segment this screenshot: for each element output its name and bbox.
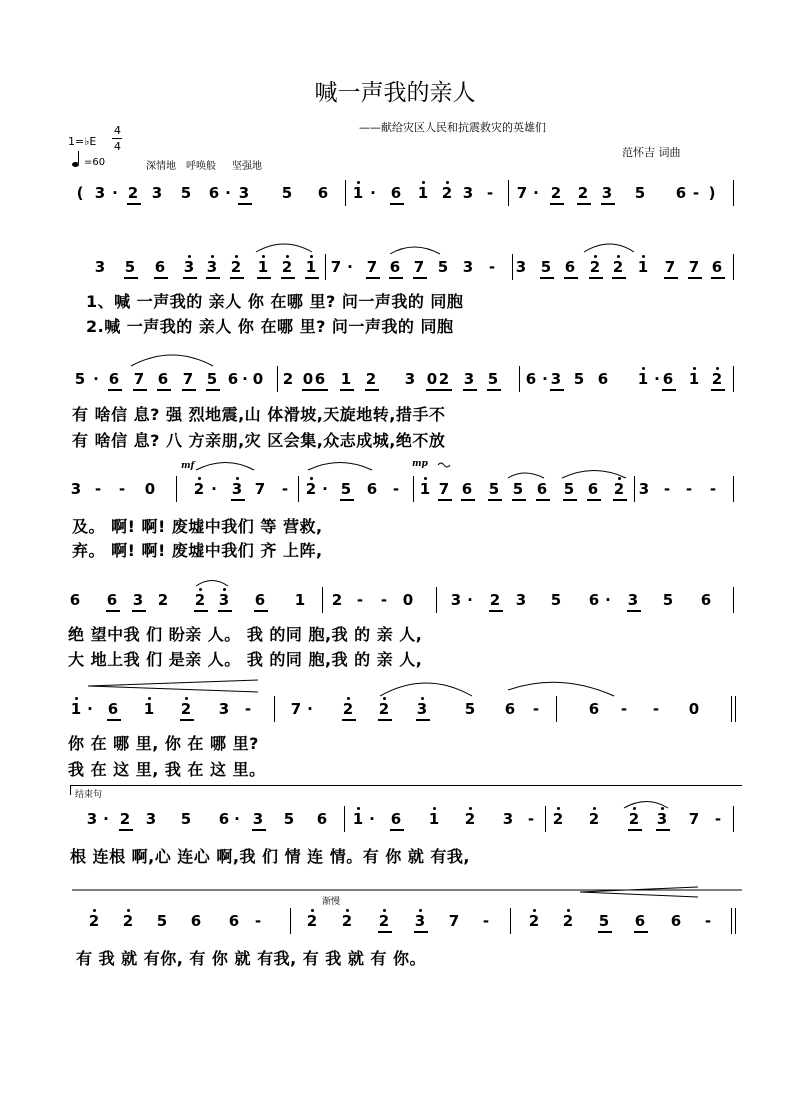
note: 6 [389,258,401,276]
note: - [94,480,102,498]
flat-sign: ♭ [84,135,90,148]
note: 6 [588,591,600,609]
note: 0 [402,591,414,609]
note: - [663,480,671,498]
note: 2 [305,480,317,498]
song-title: 喊一声我的亲人 [314,80,476,106]
note: 6 [107,700,119,718]
lyric-row2-v2: 有 啥信 息? 八 方亲朋,灾 区会集,众志成城,绝不放 [72,431,446,450]
note: 7 [516,184,528,202]
note: 7 [413,258,425,276]
note: 3 [414,912,426,930]
note: 3 [70,480,82,498]
note: 2 [562,912,574,930]
note: - [527,810,535,828]
expression-2: 呼唤般 [186,161,216,172]
note: 2 [589,258,601,276]
note: 1 [352,184,364,202]
note: 3 [416,700,428,718]
note: - [692,184,700,202]
note: 2 [588,810,600,828]
note: ( [76,184,84,202]
note: · [605,591,611,609]
note: 3 [94,184,106,202]
slur [562,471,626,479]
lyric-row5-v1: 你 在 哪 里, 你 在 哪 里? [68,734,259,753]
note: 2 [628,810,640,828]
note: 6 [587,480,599,498]
note: 6 [711,258,723,276]
note: 3 [238,184,250,202]
note: 6 [208,184,220,202]
note: - [704,912,712,930]
note: 7 [438,480,450,498]
slur [308,463,372,471]
note: - [486,184,494,202]
note: 6 [700,591,712,609]
note: 5 [340,480,352,498]
note: 2 [193,480,205,498]
note: · [467,591,473,609]
note: 3 [638,480,650,498]
note: - [380,591,388,609]
note: - [714,810,722,828]
note: 6 [154,258,166,276]
note: 7 [290,700,302,718]
note: 1 [637,370,649,388]
note: 2 [438,370,450,388]
note: 5 [563,480,575,498]
note: 3 [218,591,230,609]
note: 1 [428,810,440,828]
note: 0 [144,480,156,498]
note: · [234,810,240,828]
note: 2 [365,370,377,388]
note: · [242,370,248,388]
note: 5 [598,912,610,930]
note: 3 [145,810,157,828]
note: 5 [488,480,500,498]
note: 0 [252,370,264,388]
note: 2 [119,810,131,828]
note: 3 [656,810,668,828]
note: 5 [283,810,295,828]
note: - [620,700,628,718]
note: 6 [316,810,328,828]
note: · [225,184,231,202]
note: 5 [634,184,646,202]
note: 1 [294,591,306,609]
note: 6 [190,912,202,930]
note: · [370,184,376,202]
note: 5 [124,258,136,276]
note: 3 [252,810,264,828]
note: 2 [577,184,589,202]
slur [508,682,614,696]
note: 2 [464,810,476,828]
note: - [652,700,660,718]
lyric-row3-v2: 弃。 啊! 啊! 废墟中我们 齐 上阵, [72,541,323,560]
note: 3 [515,258,527,276]
note: 5 [550,591,562,609]
note: 3 [151,184,163,202]
note: 1 [417,184,429,202]
note: 0 [426,370,438,388]
slur [584,244,634,252]
note: 2 [88,912,100,930]
note: 3 [86,810,98,828]
note: 5 [74,370,86,388]
note: 3 [206,258,218,276]
note: 3 [218,700,230,718]
note: 5 [437,258,449,276]
note: 7 [254,480,266,498]
lyric-row5-v2: 我 在 这 里, 我 在 这 里。 [68,760,266,779]
note: 7 [133,370,145,388]
note: 2 [489,591,501,609]
slur [131,355,213,366]
note: 6 [675,184,687,202]
note: 7 [448,912,460,930]
note: 6 [461,480,473,498]
note: 6 [106,591,118,609]
note: 5 [180,184,192,202]
note: 1 [340,370,352,388]
note: - [118,480,126,498]
note: 7 [330,258,342,276]
note: 6 [390,184,402,202]
note: 1 [419,480,431,498]
note: 3 [183,258,195,276]
note: 2 [378,700,390,718]
note: - [488,258,496,276]
note: 6 [504,700,516,718]
note: 3 [404,370,416,388]
lyric-row3-v1: 及。 啊! 啊! 废墟中我们 等 营救, [72,517,323,536]
note: 6 [564,258,576,276]
note: 2 [230,258,242,276]
note: 6 [69,591,81,609]
slur [196,463,254,471]
note: 5 [464,700,476,718]
note: 2 [180,700,192,718]
note: 5 [487,370,499,388]
note: 2 [378,912,390,930]
note: 0 [688,700,700,718]
slur [380,683,472,696]
time-numerator: 4 [114,124,121,137]
note: 6 [317,184,329,202]
note: 5 [573,370,585,388]
note: ) [708,184,716,202]
tempo-marking: =60 [84,157,106,168]
note: 6 [536,480,548,498]
note: - [482,912,490,930]
note: 3 [627,591,639,609]
tempo-poco: 渐慢 [322,897,341,907]
note: 2 [550,184,562,202]
lyric-row6: 根 连根 啊,心 连心 啊,我 们 情 连 情。有 你 就 有我, [70,847,471,866]
note: 2 [528,912,540,930]
lyric-row4-v2: 大 地上我 们 是亲 人。 我 的同 胞,我 的 亲 人, [68,650,423,669]
note: 6 [157,370,169,388]
note: 6 [228,912,240,930]
note: 1 [143,700,155,718]
note: 1 [688,370,700,388]
note: 7 [688,810,700,828]
lyric-row1-v2: 2.喊 一声我的 亲人 你 在哪 里? 问一声我的 同胞 [86,317,454,336]
note: 6 [670,912,682,930]
coda-label: 结束句 [75,790,103,800]
note: - [356,591,364,609]
note: 2 [331,591,343,609]
note: · [369,810,375,828]
slur [390,247,440,254]
note: 2 [282,370,294,388]
note: 2 [441,184,453,202]
note: 2 [341,912,353,930]
note: 5 [156,912,168,930]
note: 6 [254,591,266,609]
note: 3 [450,591,462,609]
note: 3 [132,591,144,609]
note: 6 [597,370,609,388]
note: 2 [281,258,293,276]
note: 5 [540,258,552,276]
note: 1 [70,700,82,718]
note: · [654,370,660,388]
note: - [244,700,252,718]
note: 6 [588,700,600,718]
note: · [103,810,109,828]
note: 5 [180,810,192,828]
slur [624,802,668,809]
note: 7 [182,370,194,388]
note: 7 [366,258,378,276]
note: · [347,258,353,276]
note: - [281,480,289,498]
note: 0 [302,370,314,388]
note: 6 [108,370,120,388]
dynamic-mp: mp [412,459,428,469]
note: 5 [206,370,218,388]
key-prefix: 1= [68,135,85,148]
note: 2 [552,810,564,828]
note: 3 [601,184,613,202]
lyric-row7: 有 我 就 有你, 有 你 就 有我, 有 我 就 有 你。 [76,949,427,968]
author-credit: 范怀吉 词曲 [622,146,681,159]
note: 7 [688,258,700,276]
expression-3: 坚强地 [232,161,262,172]
note: 2 [711,370,723,388]
decrescendo-hairpin [580,887,698,897]
note: 2 [127,184,139,202]
note: 5 [512,480,524,498]
note: 6 [227,370,239,388]
note: 6 [390,810,402,828]
note: · [211,480,217,498]
note: 1 [352,810,364,828]
note: 6 [662,370,674,388]
lyric-row4-v1: 绝 望中我 们 盼亲 人。 我 的同 胞,我 的 亲 人, [68,625,423,644]
note: - [685,480,693,498]
note: 2 [612,258,624,276]
note: 3 [463,370,475,388]
song-subtitle: ——献给灾区人民和抗震救灾的英雄们 [359,121,546,134]
trill-mark [438,463,450,467]
note: 5 [662,591,674,609]
note: 2 [194,591,206,609]
note: 1 [257,258,269,276]
decrescendo-hairpin [88,680,258,692]
expression-1: 深情地 [146,161,176,172]
note: 3 [502,810,514,828]
note: - [392,480,400,498]
slur [508,473,544,478]
note: 3 [231,480,243,498]
note: 6 [314,370,326,388]
note: 3 [462,184,474,202]
note: 1 [637,258,649,276]
note: 2 [157,591,169,609]
dynamic-mf: mf [181,461,195,471]
note: · [87,700,93,718]
note: - [709,480,717,498]
note: 1 [305,258,317,276]
note: 3 [462,258,474,276]
note: · [112,184,118,202]
lyric-row2-v1: 有 啥信 息? 强 烈地震,山 体滑坡,天旋地转,措手不 [72,405,446,424]
lyric-row1-v1: 1、喊 一声我的 亲人 你 在哪 里? 问一声我的 同胞 [86,292,464,311]
note: 2 [122,912,134,930]
note: - [254,912,262,930]
note: 2 [342,700,354,718]
note: · [322,480,328,498]
note: 2 [613,480,625,498]
note: · [533,184,539,202]
note: 3 [94,258,106,276]
note: 6 [366,480,378,498]
note: · [93,370,99,388]
note: 6 [525,370,537,388]
note: · [307,700,313,718]
note: 5 [281,184,293,202]
note: 3 [515,591,527,609]
slur [196,581,228,587]
key-tonic: E [89,135,97,148]
note: 2 [306,912,318,930]
slur [256,244,312,252]
note: - [532,700,540,718]
time-denominator: 4 [114,140,121,153]
note: · [542,370,548,388]
note: 6 [634,912,646,930]
note: 3 [550,370,562,388]
note: 7 [664,258,676,276]
note: 6 [218,810,230,828]
